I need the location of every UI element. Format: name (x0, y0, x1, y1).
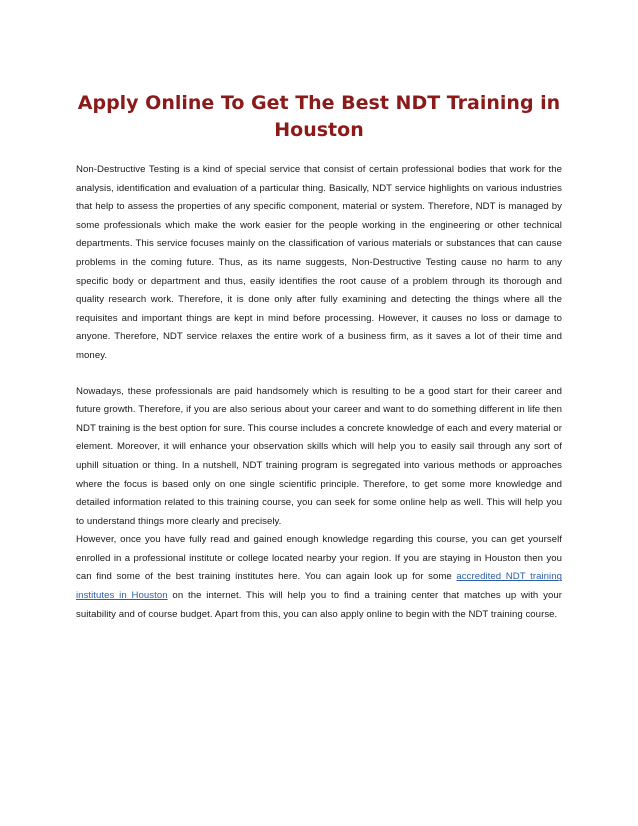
page-title: Apply Online To Get The Best NDT Training in Houston (77, 92, 561, 141)
paragraph-enrollment-text-start: However, once you have fully read and gained enough knowledge regarding this course, you can get yourself enrolled in a professional institute or college located nearby your region. If you are staying in Houston then you can find some of the best training institutes here. You can again look up for some (76, 534, 562, 583)
accredited-institutes-link[interactable]: accredited NDT training institutes in Houston (76, 571, 562, 602)
paragraph-career-growth: Nowadays, these professionals are paid handsomely which is resulting to be a good start for their career and future growth. Therefore, if you are also serious about your career and want to do something different in life then NDT training is the best option for sure. This course includes a concrete knowledge of each and every material or element. Moreover, it will enhance your observation skills which will help you to easily sail through any sort of uphill situation or thing. In a nutshell, NDT training program is segregated into various methods or approaches where the focus is based only on one single scientific principle. Therefore, to get some more knowledge and detailed information related to this training course, you can seek for some online help as well. This will help you to understand things more clearly and precisely. (76, 385, 562, 527)
paragraph-ndt-definition: Non-Destructive Testing is a kind of special service that consist of certain professional bodies that work for the analysis, identification and evaluation of a particular thing. Basically, NDT service highlights on various industries that help to assess the properties of any specific component, material or system. Therefore, NDT is managed by some professionals which make the work easier for the people working in the engineering or other technical departments. This service focuses mainly on the classification of various materials or substances that can cause problems in the coming future. Thus, as its name suggests, Non-Destructive Testing cause no harm to any specific body or department and thus, easily identifies the root cause of a problem through its thorough and quality research work. Therefore, it is done only after fully examining and detecting the things where all the requisites and important things are kept in mind before processing. However, it causes no loss or damage to anyone. Therefore, NDT service relaxes the entire work of a business firm, as it saves a lot of their time and money. (76, 164, 562, 361)
paragraph-enrollment (76, 531, 562, 624)
paragraph-enrollment-text-end: on the internet. This will help you to find a training center that matches up with your suitability and of course budget. Apart from this, you can also apply online to begin with the NDT training course. (76, 590, 562, 620)
paragraph-spacer (76, 366, 562, 383)
